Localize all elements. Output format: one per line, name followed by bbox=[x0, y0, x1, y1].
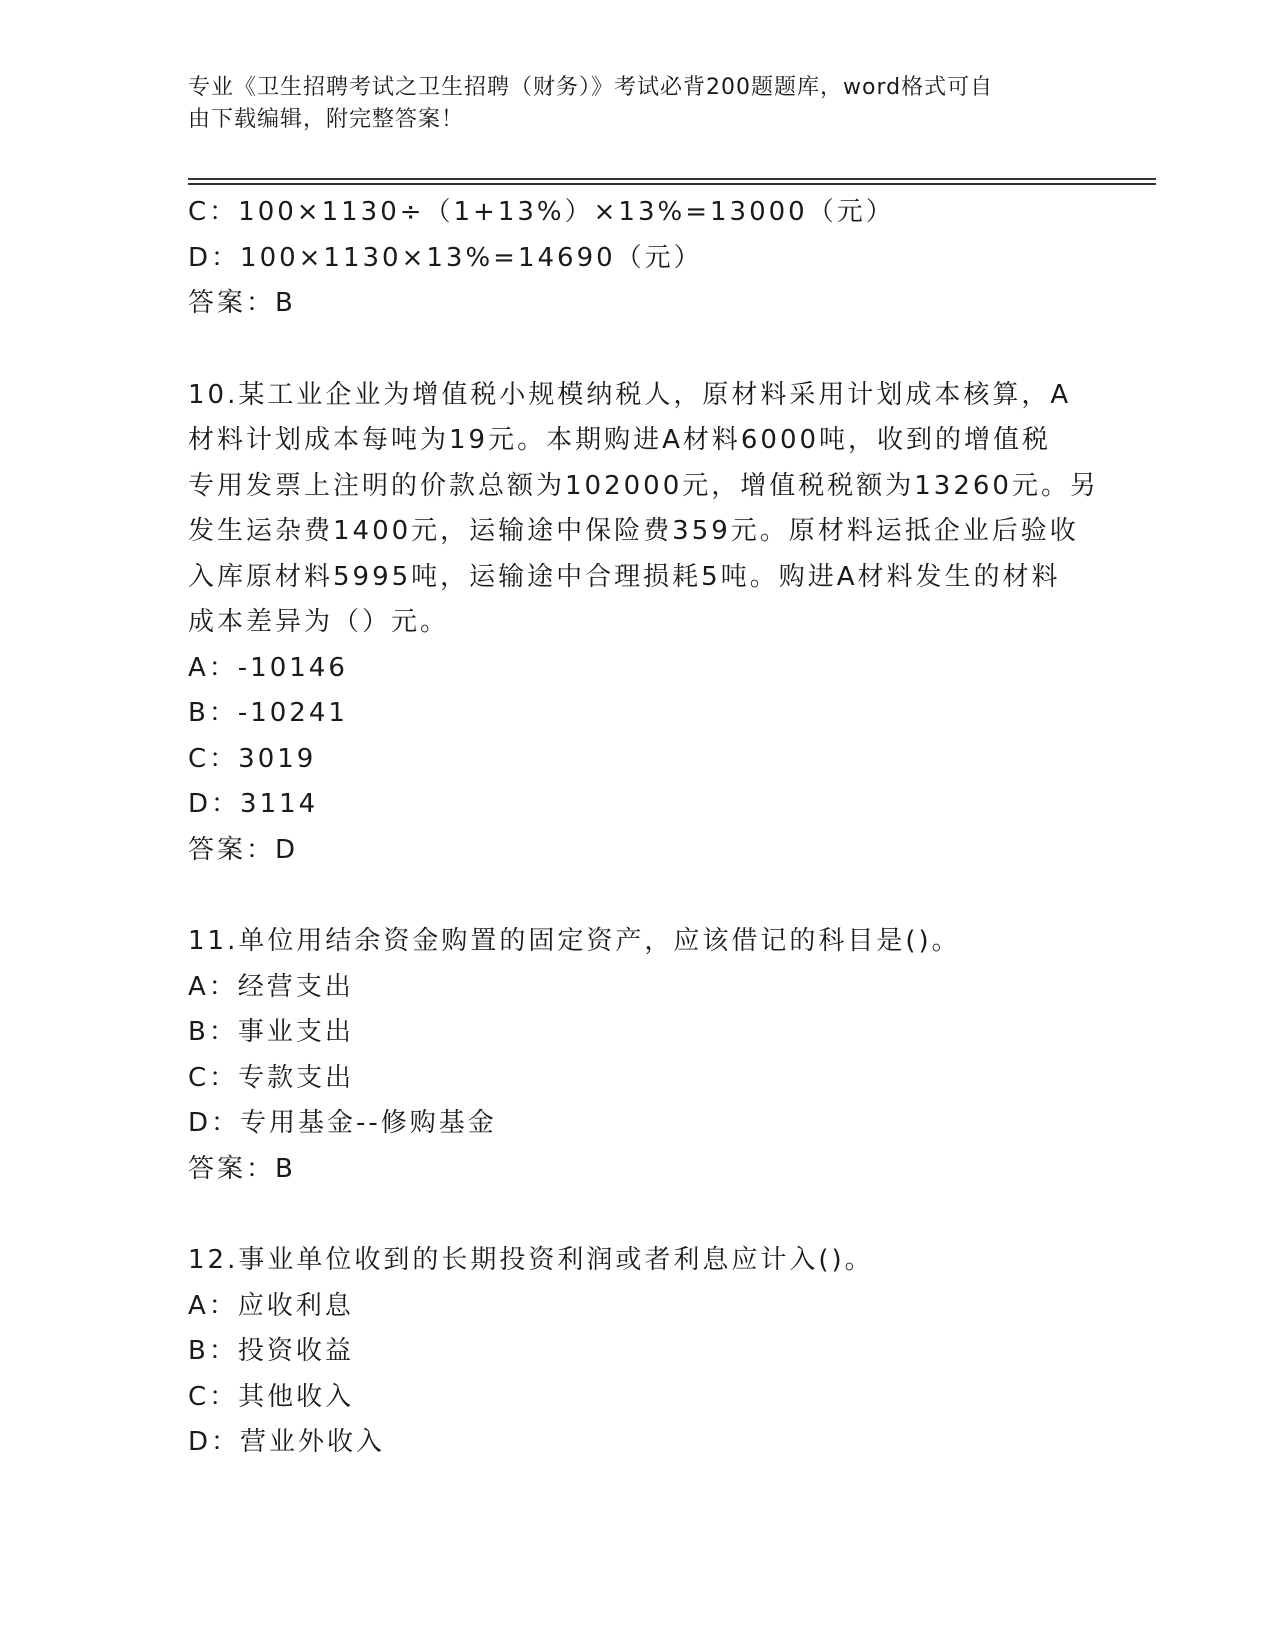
question-12 bbox=[188, 1238, 1088, 1466]
question-stem: 11.单位用结余资金购置的固定资产，应该借记的科目是()。 bbox=[188, 926, 961, 956]
option-c: C：其他收入 bbox=[188, 1381, 355, 1412]
option-d: D：专用基金--修购基金 bbox=[188, 1108, 497, 1138]
question-9-tail bbox=[188, 190, 1088, 327]
question-content bbox=[188, 190, 1099, 1466]
option-c: C：专款支出 bbox=[188, 1062, 355, 1093]
question-stem: 12.事业单位收到的长期投资利润或者利息应计入()。 bbox=[188, 1245, 874, 1275]
stem-line: 材料计划成本每吨为19元。本期购进A材料6000吨，收到的增值税 bbox=[188, 425, 1052, 455]
option-d: D：100×1130×13%=14690（元） bbox=[188, 242, 703, 273]
option-b: B：-10241 bbox=[188, 698, 348, 728]
stem-line: 入库原材料5995吨，运输途中合理损耗5吨。购进A材料发生的材料 bbox=[188, 561, 1061, 592]
header-line-2: 由下载编辑，附完整答案！ bbox=[188, 107, 465, 132]
spacer bbox=[188, 1192, 1088, 1238]
document-header bbox=[188, 72, 1088, 136]
header-divider-bottom bbox=[188, 183, 1156, 185]
option-d: D：营业外收入 bbox=[188, 1427, 386, 1457]
option-a: A：经营支出 bbox=[188, 971, 354, 1002]
question-10 bbox=[188, 373, 1099, 874]
stem-line: 发生运杂费1400元，运输途中保险费359元。原材料运抵企业后验收 bbox=[188, 516, 1079, 546]
option-b: B：事业支出 bbox=[188, 1017, 354, 1047]
option-c: C：100×1130÷（1+13%）×13%=13000（元） bbox=[188, 197, 895, 227]
option-c: C：3019 bbox=[188, 743, 317, 774]
stem-line: 专用发票上注明的价款总额为102000元，增值税税额为13260元。另 bbox=[188, 470, 1099, 501]
option-d: D：3114 bbox=[188, 789, 319, 819]
question-stem bbox=[188, 373, 1099, 646]
answer: 答案：B bbox=[188, 288, 296, 318]
question-11 bbox=[188, 919, 1088, 1192]
header-divider-top bbox=[188, 178, 1156, 180]
stem-line: 10.某工业企业为增值税小规模纳税人，原材料采用计划成本核算，A bbox=[188, 379, 1072, 410]
spacer bbox=[188, 873, 1088, 919]
option-b: B：投资收益 bbox=[188, 1336, 354, 1366]
header-line-1: 专业《卫生招聘考试之卫生招聘（财务）》考试必背200题题库，word格式可自 bbox=[188, 75, 994, 100]
spacer bbox=[188, 327, 1088, 373]
answer: 答案：B bbox=[188, 1153, 296, 1184]
option-a: A：应收利息 bbox=[188, 1290, 354, 1321]
answer: 答案：D bbox=[188, 834, 299, 865]
option-a: A：-10146 bbox=[188, 652, 348, 683]
stem-line: 成本差异为（）元。 bbox=[188, 607, 450, 637]
